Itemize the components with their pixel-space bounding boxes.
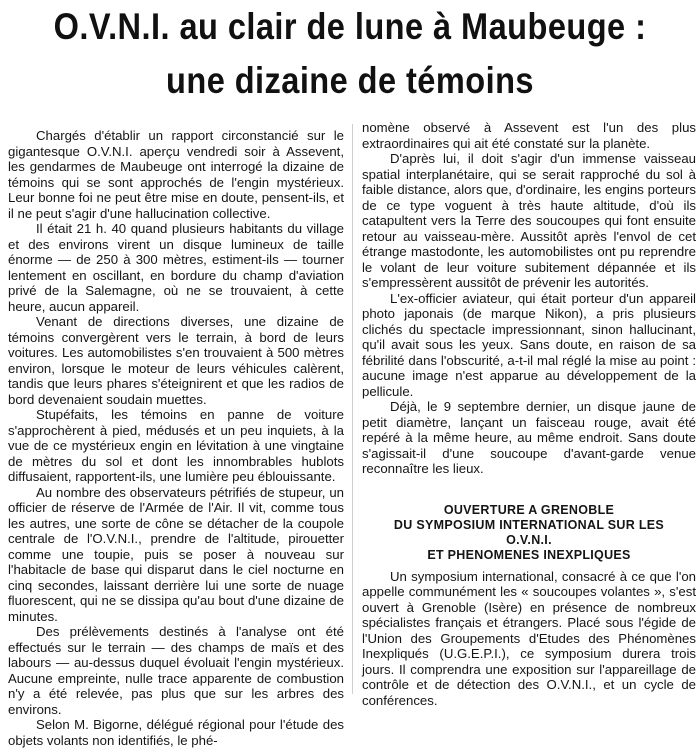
paragraph: Venant de directions diverses, une dizaine de témoins convergèrent vers le terrain, à bord de leurs voitures. Les automobilistes s'en trouvaient à 500 mètres environ, lorsque le moteur de leurs véhicules calèrent, tandis que leurs phares s'éteignirent et que les radios de bord devenaient soudain muettes. (8, 314, 344, 407)
paragraph: Au nombre des observateurs pétrifiés de stupeur, un officier de réserve de l'Armée de l'Air. Il vit, comme tous les autres, une sorte de cône se détacher de la coupole centrale de l'O.V.N.I., prendre de l'altitude, pirouetter comme une toupie, puis se poser à nouveau sur l'habitacle de base qui disparut dans le ciel nocturne en cinq secondes, laissant derrière lui une sorte de nuage fluorescent, qui ne se dissipa qu'au bout d'une dizaine de minutes. (8, 484, 344, 624)
box-title-line: OUVERTURE A GRENOBLE (443, 502, 615, 517)
paragraph: Chargés d'établir un rapport circonstancié sur le gigantesque O.V.N.I. aperçu vendredi soir à Assevent, les gendarmes de Maubeuge ont interrogé la dizaine de témoins qui se sont approchés de l'engin mystérieux. Leur bonne foi ne peut être mise en doute, pensent-ils, et il ne peut s'agir d'une hallucination collective. (8, 128, 344, 221)
headline-line-2: une dizaine de témoins (166, 60, 534, 101)
headline-line-1: O.V.N.I. au clair de lune à Maubeuge : (53, 6, 647, 47)
paragraph: Selon M. Bigorne, délégué régional pour l'étude des objets volants non identifiés, le phé- (8, 717, 344, 748)
paragraph: Déjà, le 9 septembre dernier, un disque jaune de petit diamètre, lançant un faisceau rouge, avait été repéré à la même heure, au même endroit. Sans doute s'agissait-il d'une soucoupe d'avant-garde venue reconnaître les lieux. (362, 399, 696, 476)
column-divider (352, 124, 353, 694)
left-column (8, 128, 344, 748)
right-column (362, 120, 696, 708)
paragraph: Des prélèvements destinés à l'analyse ont été effectués sur le terrain — des champs de maïs et des labours — au-dessus duquel évoluait l'engin mystérieux. Aucune empreinte, nulle trace apparente de combustion n'y a été relevée, pas plus que sur les arbres des environs. (8, 624, 344, 717)
paragraph: Stupéfaits, les témoins en panne de voiture s'approchèrent à pied, médusés et un peu inquiets, à la vue de ce mystérieux engin en lévitation à une vingtaine de mètres du sol et dont les innombrables hublots diffusaient, rapportent-ils, une lumière peu éblouissante. (8, 407, 344, 484)
paragraph: nomène observé à Assevent est l'un des plus extraordinaires qui ait été constaté sur la planète. (362, 120, 696, 151)
box-title-line: O.V.N.I. (506, 532, 552, 547)
paragraph: L'ex-officier aviateur, qui était porteur d'un appareil photo japonais (de marque Nikon), a pris plusieurs clichés du spectacle impressionnant, sinon hallucinant, qu'il avait sous les yeux. Sans doute, en raison de sa fébrilité dans l'obscurité, a-t-il mal réglé la mise au point : aucune image n'est apparue au développement de la pellicule. (362, 290, 696, 399)
paragraph: D'après lui, il doit s'agir d'un immense vaisseau spatial interplanétaire, qui se serait rapproché du sol à faible distance, alors que, d'ordinaire, les engins porteurs de ce type voguent à très haute altitude, d'où ils catapultent vers la Terre des soucoupes qui font ensuite retour au vaisseau-mère. Aussitôt après l'envol de cet étrange mastodonte, les automobilistes ont pu reprendre le volant de leur voiture subitement dépannée et ils s'empressèrent aussitôt de prévenir les autorités. (362, 151, 696, 290)
box-title (362, 503, 696, 563)
box-title-line: DU SYMPOSIUM INTERNATIONAL SUR LES (393, 517, 665, 532)
box-body: Un symposium international, consacré à ce que l'on appelle communément les « soucoupes volantes », s'est ouvert à Grenoble (Isère) en présence de nombreux spécialistes français et étrangers. Placé sous l'égide de l'Union des Groupements d'Etudes des Phénomènes Inexpliqués (U.G.E.P.I.), ce symposium durera trois jours. Il comprendra une exposition sur l'appareillage de contrôle et de détection des O.V.N.I., et un cycle de conférences. (362, 568, 696, 708)
paragraph: Il était 21 h. 40 quand plusieurs habitants du village et des environs virent un disque lumineux de taille énorme — de 250 à 300 mètres, estiment-ils — tourner lentement en oscillant, en bordure du champ d'aviation privé de la Salemagne, où ne se trouvaient, à cette heure, aucun appareil. (8, 221, 344, 314)
box-title-line: ET PHENOMENES INEXPLIQUES (427, 547, 631, 562)
